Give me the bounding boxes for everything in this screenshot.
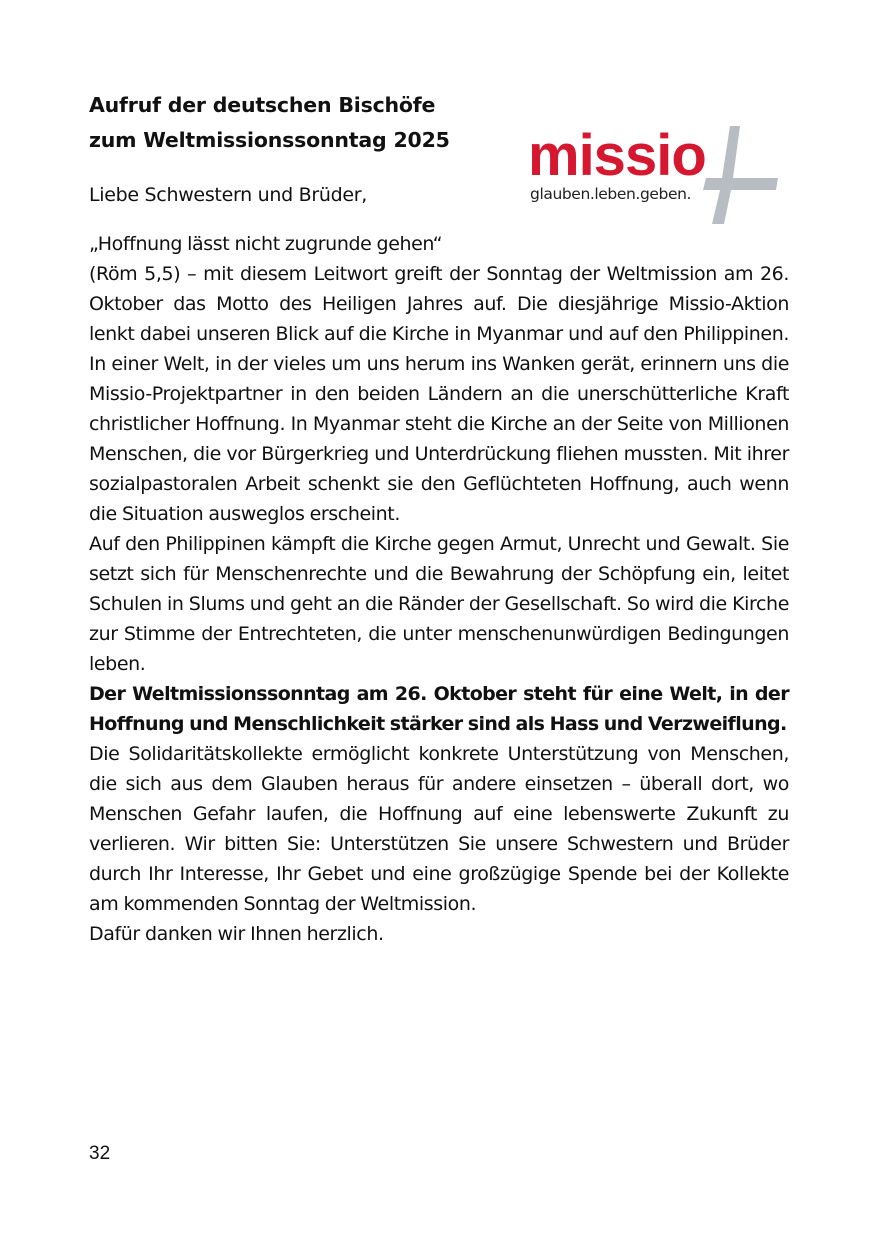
paragraph-myanmar: (Röm 5,5) – mit diesem Leitwort greift der Sonntag der Weltmission am 26. Oktober das Motto des Heiligen Jahres auf. Die diesjährige Missio-Aktion lenkt dabei unseren Blick auf die Kirche in Myanmar und auf den Philippinen. In einer Welt, in der vieles um uns herum ins Wanken gerät, erinnern uns die Missio-Projektpartner in den beiden Ländern an die unerschütterliche Kraft christlicher Hoffnung. In Myanmar steht die Kirche an der Seite von Millionen Menschen, die vor Bürgerkrieg und Unterdrückung fliehen mussten. Mit ihrer sozialpastoralen Arbeit schenkt sie den Geflüchteten Hoffnung, auch wenn die Situation ausweglos erscheint. (89, 263, 789, 525)
logo-tagline: glauben.leben.geben. (530, 185, 692, 203)
title-line-2: zum Weltmissionssonntag 2025 (89, 128, 450, 152)
document-title (89, 88, 450, 158)
paragraph-collection: Die Solidaritätskollekte ermöglicht konkrete Unterstützung von Menschen, die sich aus dem Glauben heraus für andere einsetzen – überall dort, wo Menschen Gefahr laufen, die Hoffnung auf eine lebenswerte Zukunft zu verlieren. Wir bitten Sie: Unterstützen Sie unsere Schwestern und Brüder durch Ihr Interesse, Ihr Gebet und eine großzügige Spende bei der Kollekte am kommenden Sonntag der Weltmission. (89, 743, 789, 915)
paragraph-philippines: Auf den Philippinen kämpft die Kirche gegen Armut, Unrecht und Gewalt. Sie setzt sich für Menschenrechte und die Bewahrung der Schöpfung ein, leitet Schulen in Slums und geht an die Ränder der Gesellschaft. So wird die Kirche zur Stimme der Entrechteten, die unter menschenunwürdigen Bedingungen leben. (89, 533, 789, 675)
logo-cross-icon (703, 126, 778, 224)
motto-line: „Hoffnung lässt nicht zugrunde gehen“ (89, 233, 443, 255)
logo-wordmark: missio (528, 123, 706, 188)
missio-logo-graphic (526, 118, 786, 233)
paragraph-highlight: Der Weltmissionssonntag am 26. Oktober steht für eine Welt, in der Hoffnung und Menschlichkeit stärker sind als Hass und Verzweiflung. (89, 683, 789, 735)
page-number: 32 (89, 1143, 111, 1164)
letter-body (89, 229, 789, 949)
missio-logo (526, 118, 786, 233)
title-line-1: Aufruf der deutschen Bischöfe (89, 93, 436, 117)
salutation: Liebe Schwestern und Brüder, (89, 184, 367, 206)
paragraph-thanks: Dafür danken wir Ihnen herzlich. (89, 923, 384, 945)
